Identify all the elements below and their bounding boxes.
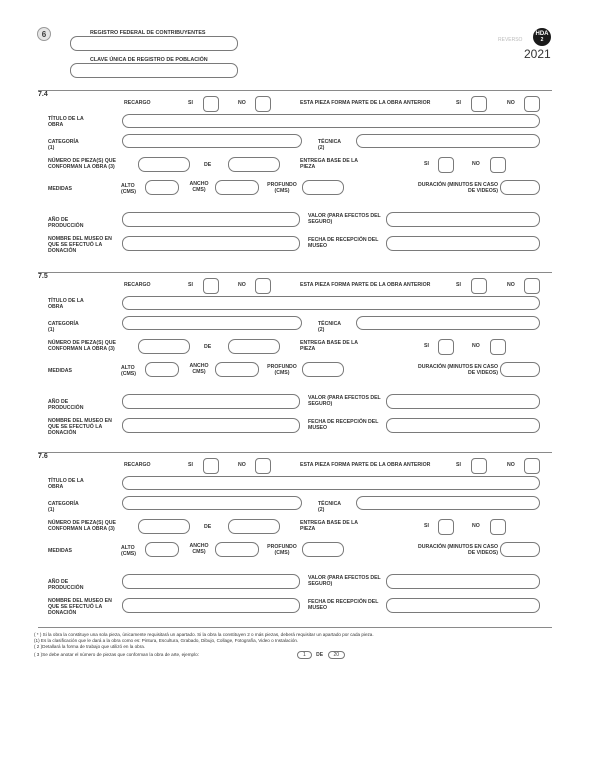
section-number: 7.5 — [38, 273, 48, 280]
titulo-field[interactable] — [122, 296, 540, 310]
recargo-label: RECARGO — [124, 100, 151, 106]
fecha-field[interactable] — [386, 598, 540, 613]
categoria-label: CATEGORÍA (1) — [48, 321, 79, 333]
entrega-no-label: NO — [472, 343, 480, 349]
categoria-field[interactable] — [122, 134, 302, 148]
alto-label: ALTO (CMS) — [121, 545, 136, 557]
ancho-label: ANCHO CMS) — [189, 543, 209, 555]
footnote-example — [297, 651, 345, 659]
recargo-label: RECARGO — [124, 282, 151, 288]
entrega-no-label: NO — [472, 523, 480, 529]
footnote-1: (1) Es la clasificación que le dará a la obra como es: Pintura, Escultura, Grabado, Dibujo, Collage, Fotografía, Video o Instalación. — [34, 638, 299, 643]
section-number: 7.6 — [38, 453, 48, 460]
ancho-field[interactable] — [215, 180, 259, 195]
section-end-rule — [38, 627, 552, 628]
fecha-label: FECHA DE RECEPCIÓN DEL MUSEO — [308, 237, 379, 249]
museo-label: NOMBRE DEL MUSEO EN QUE SE EFECTUÓ LA DONACIÓN — [48, 598, 112, 616]
section-rule — [38, 272, 552, 273]
museo-field[interactable] — [122, 418, 300, 433]
curp-label: CLAVE ÚNICA DE REGISTRO DE POBLACIÓN — [90, 57, 208, 63]
duracion-field[interactable] — [500, 542, 540, 557]
tecnica-label: TÉCNICA (2) — [318, 139, 341, 151]
tecnica-field[interactable] — [356, 134, 540, 148]
tecnica-label: TÉCNICA (2) — [318, 501, 341, 513]
duracion-label: DURACIÓN (MINUTOS EN CASO DE VIDEOS) — [417, 364, 498, 376]
valor-label: VALOR (PARA EFECTOS DEL SEGURO) — [308, 395, 381, 407]
duracion-field[interactable] — [500, 180, 540, 195]
forma-parte-label: ESTA PIEZA FORMA PARTE DE LA OBRA ANTERIOR — [300, 462, 431, 468]
de-label: DE — [204, 344, 212, 350]
anio-field[interactable] — [122, 574, 300, 589]
forma-parte-si-label: SI — [456, 462, 461, 468]
museo-label: NOMBRE DEL MUSEO EN QUE SE EFECTUÓ LA DONACIÓN — [48, 236, 112, 254]
titulo-label: TÍTULO DE LA OBRA — [48, 116, 84, 128]
titulo-label: TÍTULO DE LA OBRA — [48, 298, 84, 310]
logo-sub: 2 — [540, 37, 544, 43]
form-year: 2021 — [524, 47, 551, 61]
valor-field[interactable] — [386, 394, 540, 409]
titulo-field[interactable] — [122, 114, 540, 128]
recargo-si-label: SI — [188, 100, 193, 106]
entrega-no-checkbox[interactable] — [490, 339, 506, 355]
logo-text: HDA — [535, 31, 549, 37]
page-number-badge: 6 — [37, 27, 51, 41]
rfc-field[interactable] — [70, 36, 238, 51]
anio-field[interactable] — [122, 394, 300, 409]
titulo-field[interactable] — [122, 476, 540, 490]
alto-field[interactable] — [145, 362, 179, 377]
num-piezas-field-a[interactable] — [138, 157, 190, 172]
entrega-label: ENTREGA BASE DE LA PIEZA — [300, 158, 358, 170]
alto-field[interactable] — [145, 180, 179, 195]
profundo-label: PROFUNDO (CMS) — [267, 544, 297, 556]
valor-label: VALOR (PARA EFECTOS DEL SEGURO) — [308, 213, 381, 225]
num-piezas-field-a[interactable] — [138, 519, 190, 534]
rfc-label: REGISTRO FEDERAL DE CONTRIBUYENTES — [90, 30, 206, 36]
forma-parte-no-label: NO — [507, 282, 515, 288]
forma-parte-no-checkbox[interactable] — [524, 458, 540, 474]
museo-label: NOMBRE DEL MUSEO EN QUE SE EFECTUÓ LA DONACIÓN — [48, 418, 112, 436]
profundo-field[interactable] — [302, 542, 344, 557]
categoria-label: CATEGORÍA (1) — [48, 139, 79, 151]
footnote-2: ( 2 )Detallará la forma de trabajo que utilizó en la obra. — [34, 644, 146, 649]
reverso-label: REVERSO — [498, 37, 523, 43]
entrega-label: ENTREGA BASE DE LA PIEZA — [300, 520, 358, 532]
recargo-si-label: SI — [188, 282, 193, 288]
entrega-si-checkbox[interactable] — [438, 157, 454, 173]
forma-parte-si-checkbox[interactable] — [471, 458, 487, 474]
recargo-si-checkbox[interactable] — [203, 458, 219, 474]
ancho-field[interactable] — [215, 362, 259, 377]
categoria-field[interactable] — [122, 316, 302, 330]
forma-parte-no-checkbox[interactable] — [524, 96, 540, 112]
num-piezas-field-b[interactable] — [228, 157, 280, 172]
fecha-label: FECHA DE RECEPCIÓN DEL MUSEO — [308, 419, 379, 431]
profundo-label: PROFUNDO (CMS) — [267, 364, 297, 376]
recargo-no-label: NO — [238, 462, 246, 468]
footnote-3: ( 3 )Se debe anotar el número de piezas que conforman la obra de arte, ejemplo: — [34, 652, 199, 657]
entrega-no-checkbox[interactable] — [490, 519, 506, 535]
valor-field[interactable] — [386, 212, 540, 227]
duracion-label: DURACIÓN (MINUTOS EN CASO DE VIDEOS) — [417, 544, 498, 556]
categoria-label: CATEGORÍA (1) — [48, 501, 79, 513]
recargo-no-checkbox[interactable] — [255, 278, 271, 294]
forma-parte-si-checkbox[interactable] — [471, 278, 487, 294]
de-label: DE — [204, 524, 212, 530]
ancho-label: ANCHO CMS) — [189, 363, 209, 375]
tecnica-field[interactable] — [356, 496, 540, 510]
entrega-si-checkbox[interactable] — [438, 519, 454, 535]
duracion-field[interactable] — [500, 362, 540, 377]
titulo-label: TÍTULO DE LA OBRA — [48, 478, 84, 490]
medidas-label: MEDIDAS — [48, 368, 72, 374]
forma-parte-si-label: SI — [456, 282, 461, 288]
recargo-label: RECARGO — [124, 462, 151, 468]
num-piezas-field-a[interactable] — [138, 339, 190, 354]
forma-parte-si-label: SI — [456, 100, 461, 106]
tecnica-label: TÉCNICA (2) — [318, 321, 341, 333]
forma-parte-no-checkbox[interactable] — [524, 278, 540, 294]
entrega-label: ENTREGA BASE DE LA PIEZA — [300, 340, 358, 352]
medidas-label: MEDIDAS — [48, 548, 72, 554]
museo-field[interactable] — [122, 236, 300, 251]
fecha-label: FECHA DE RECEPCIÓN DEL MUSEO — [308, 599, 379, 611]
entrega-si-checkbox[interactable] — [438, 339, 454, 355]
anio-label: AÑO DE PRODUCCIÓN — [48, 579, 84, 591]
entrega-si-label: SI — [424, 523, 429, 529]
recargo-no-checkbox[interactable] — [255, 458, 271, 474]
valor-label: VALOR (PARA EFECTOS DEL SEGURO) — [308, 575, 381, 587]
example-de: DE — [316, 652, 324, 658]
alto-field[interactable] — [145, 542, 179, 557]
recargo-no-label: NO — [238, 282, 246, 288]
entrega-si-label: SI — [424, 343, 429, 349]
recargo-si-label: SI — [188, 462, 193, 468]
duracion-label: DURACIÓN (MINUTOS EN CASO DE VIDEOS) — [417, 182, 498, 194]
anio-label: AÑO DE PRODUCCIÓN — [48, 217, 84, 229]
recargo-no-checkbox[interactable] — [255, 96, 271, 112]
medidas-label: MEDIDAS — [48, 186, 72, 192]
ancho-label: ANCHO CMS) — [189, 181, 209, 193]
num-piezas-label: NÚMERO DE PIEZA(S) QUE CONFORMAN LA OBRA (3) — [48, 158, 117, 170]
tecnica-field[interactable] — [356, 316, 540, 330]
recargo-si-checkbox[interactable] — [203, 96, 219, 112]
num-piezas-label: NÚMERO DE PIEZA(S) QUE CONFORMAN LA OBRA (3) — [48, 520, 117, 532]
de-label: DE — [204, 162, 212, 168]
section-rule — [38, 90, 552, 91]
forma-parte-no-label: NO — [507, 462, 515, 468]
num-piezas-field-b[interactable] — [228, 339, 280, 354]
num-piezas-field-b[interactable] — [228, 519, 280, 534]
museo-field[interactable] — [122, 598, 300, 613]
num-piezas-label: NÚMERO DE PIEZA(S) QUE CONFORMAN LA OBRA (3) — [48, 340, 117, 352]
profundo-field[interactable] — [302, 362, 344, 377]
profundo-field[interactable] — [302, 180, 344, 195]
section-rule — [38, 452, 552, 453]
recargo-si-checkbox[interactable] — [203, 278, 219, 294]
curp-field[interactable] — [70, 63, 238, 78]
footnote-0: ( * ) Si la obra la constituye una sola pieza, únicamente requisitará un apartado. Si la obra la constituyen 2 o más piezas, deberá requisitar un apartado por cada pieza. — [34, 632, 374, 637]
profundo-label: PROFUNDO (CMS) — [267, 182, 297, 194]
forma-parte-no-label: NO — [507, 100, 515, 106]
section-number: 7.4 — [38, 91, 48, 98]
entrega-si-label: SI — [424, 161, 429, 167]
entrega-no-label: NO — [472, 161, 480, 167]
categoria-field[interactable] — [122, 496, 302, 510]
alto-label: ALTO (CMS) — [121, 365, 136, 377]
fecha-field[interactable] — [386, 236, 540, 251]
ancho-field[interactable] — [215, 542, 259, 557]
recargo-no-label: NO — [238, 100, 246, 106]
alto-label: ALTO (CMS) — [121, 183, 136, 195]
form-logo — [533, 28, 551, 46]
forma-parte-label: ESTA PIEZA FORMA PARTE DE LA OBRA ANTERIOR — [300, 282, 431, 288]
example-pill-a: 1 — [297, 651, 312, 659]
forma-parte-label: ESTA PIEZA FORMA PARTE DE LA OBRA ANTERIOR — [300, 100, 431, 106]
valor-field[interactable] — [386, 574, 540, 589]
forma-parte-si-checkbox[interactable] — [471, 96, 487, 112]
anio-field[interactable] — [122, 212, 300, 227]
example-pill-b: 20 — [328, 651, 346, 659]
fecha-field[interactable] — [386, 418, 540, 433]
entrega-no-checkbox[interactable] — [490, 157, 506, 173]
anio-label: AÑO DE PRODUCCIÓN — [48, 399, 84, 411]
